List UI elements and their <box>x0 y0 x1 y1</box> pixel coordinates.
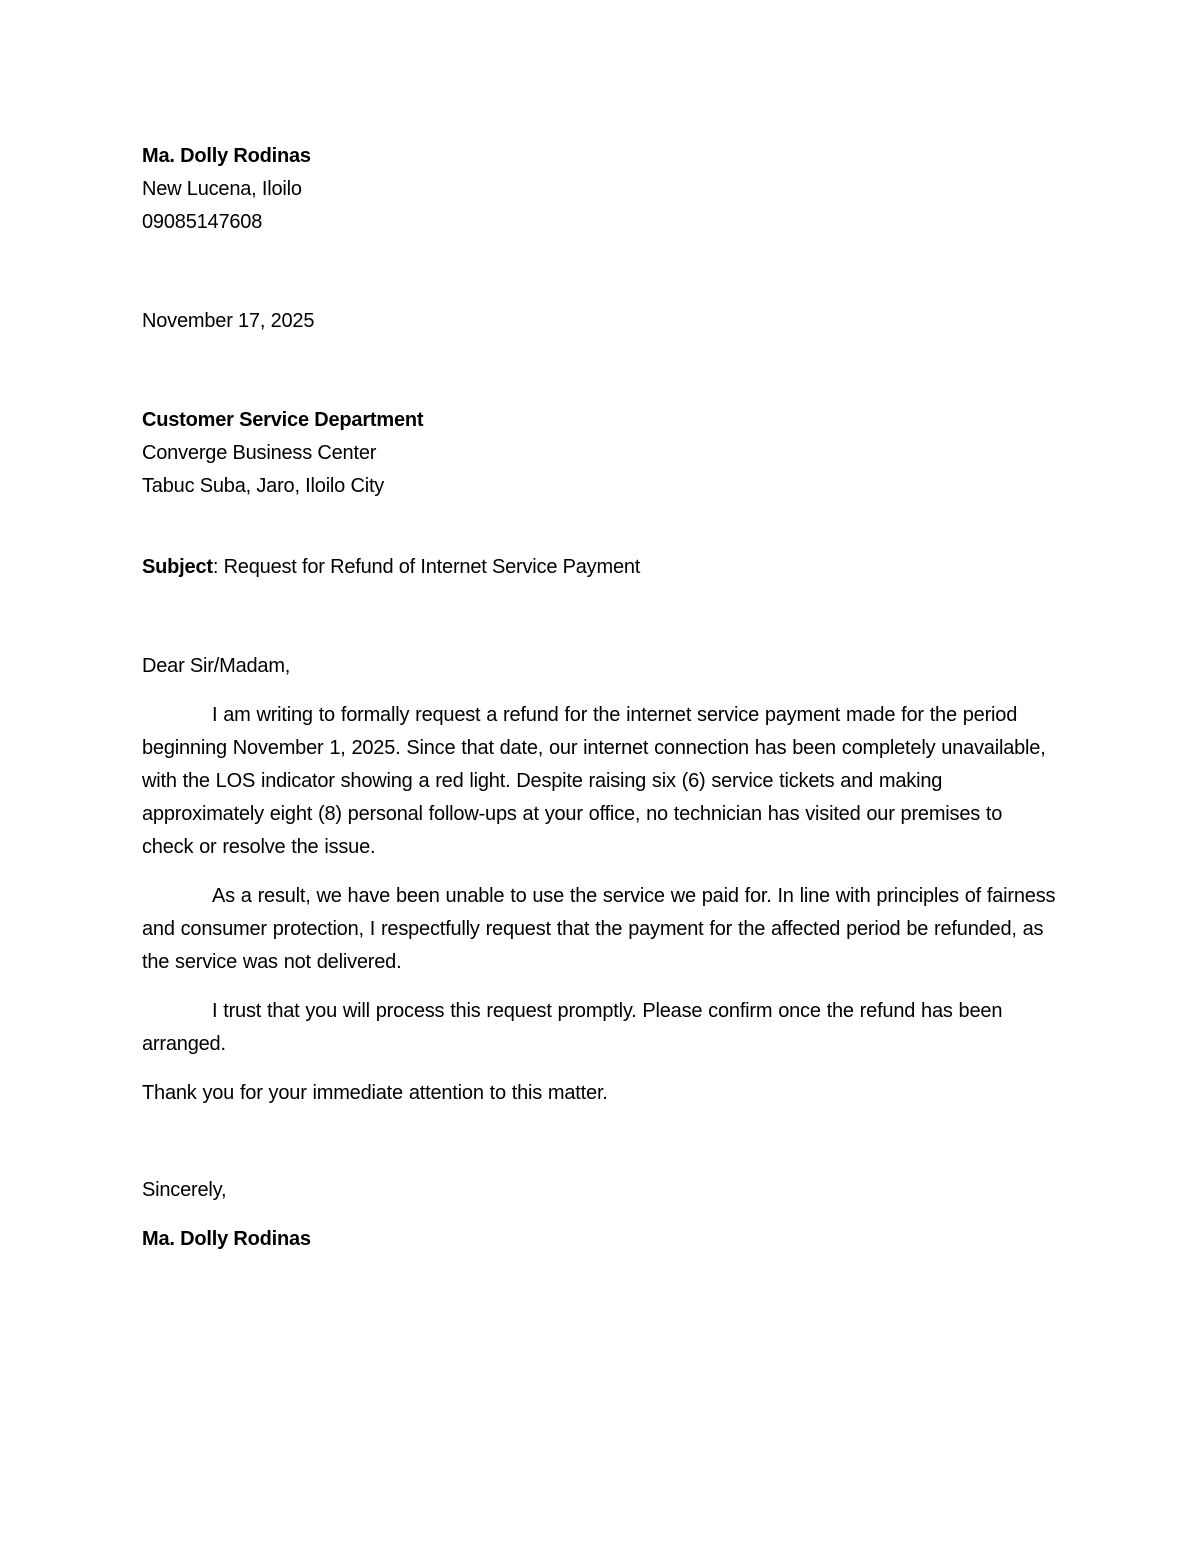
letter-body <box>142 140 1062 1272</box>
sender-block <box>142 140 1062 239</box>
spacer <box>142 584 1062 650</box>
sender-phone: 09085147608 <box>142 211 263 233</box>
recipient-company: Converge Business Center <box>142 442 377 464</box>
spacer <box>142 338 1062 404</box>
recipient-department: Customer Service Department <box>142 409 424 431</box>
subject-text: Request for Refund of Internet Service Payment <box>223 556 641 578</box>
body-paragraph-3: I trust that you will process this request promptly. Please confirm once the refund has been arranged. <box>142 1000 1003 1055</box>
spacer <box>142 1126 1062 1174</box>
valediction: Sincerely, <box>142 1179 227 1201</box>
recipient-address: Tabuc Suba, Jaro, Iloilo City <box>142 475 385 497</box>
subject-label: Subject <box>142 556 213 578</box>
salutation: Dear Sir/Madam, <box>142 655 291 677</box>
letter-date: November 17, 2025 <box>142 310 315 332</box>
spacer <box>142 239 1062 305</box>
subject-line <box>142 551 1062 584</box>
spacer <box>142 503 1062 551</box>
body-paragraph-2: As a result, we have been unable to use the service we paid for. In line with principles of fairness and consumer protection, I respectfully request that the payment for the affected period be refunded, as the service was not delivered. <box>142 885 1056 973</box>
sender-name: Ma. Dolly Rodinas <box>142 145 311 167</box>
signature-name: Ma. Dolly Rodinas <box>142 1228 311 1250</box>
subject-separator: : <box>212 556 224 578</box>
sender-address: New Lucena, Iloilo <box>142 178 302 200</box>
thanks-line: Thank you for your immediate attention to this matter. <box>142 1082 608 1104</box>
body-paragraph-1: I am writing to formally request a refund for the internet service payment made for the period beginning November 1, 2025. Since that date, our internet connection has been completely unavailable, with the LOS indicator showing a red light. Despite raising six (6) service tickets and making approximately eight (8) personal follow-ups at your office, no technician has visited our premises to check or resolve the issue. <box>142 704 1046 858</box>
recipient-block <box>142 404 1062 503</box>
